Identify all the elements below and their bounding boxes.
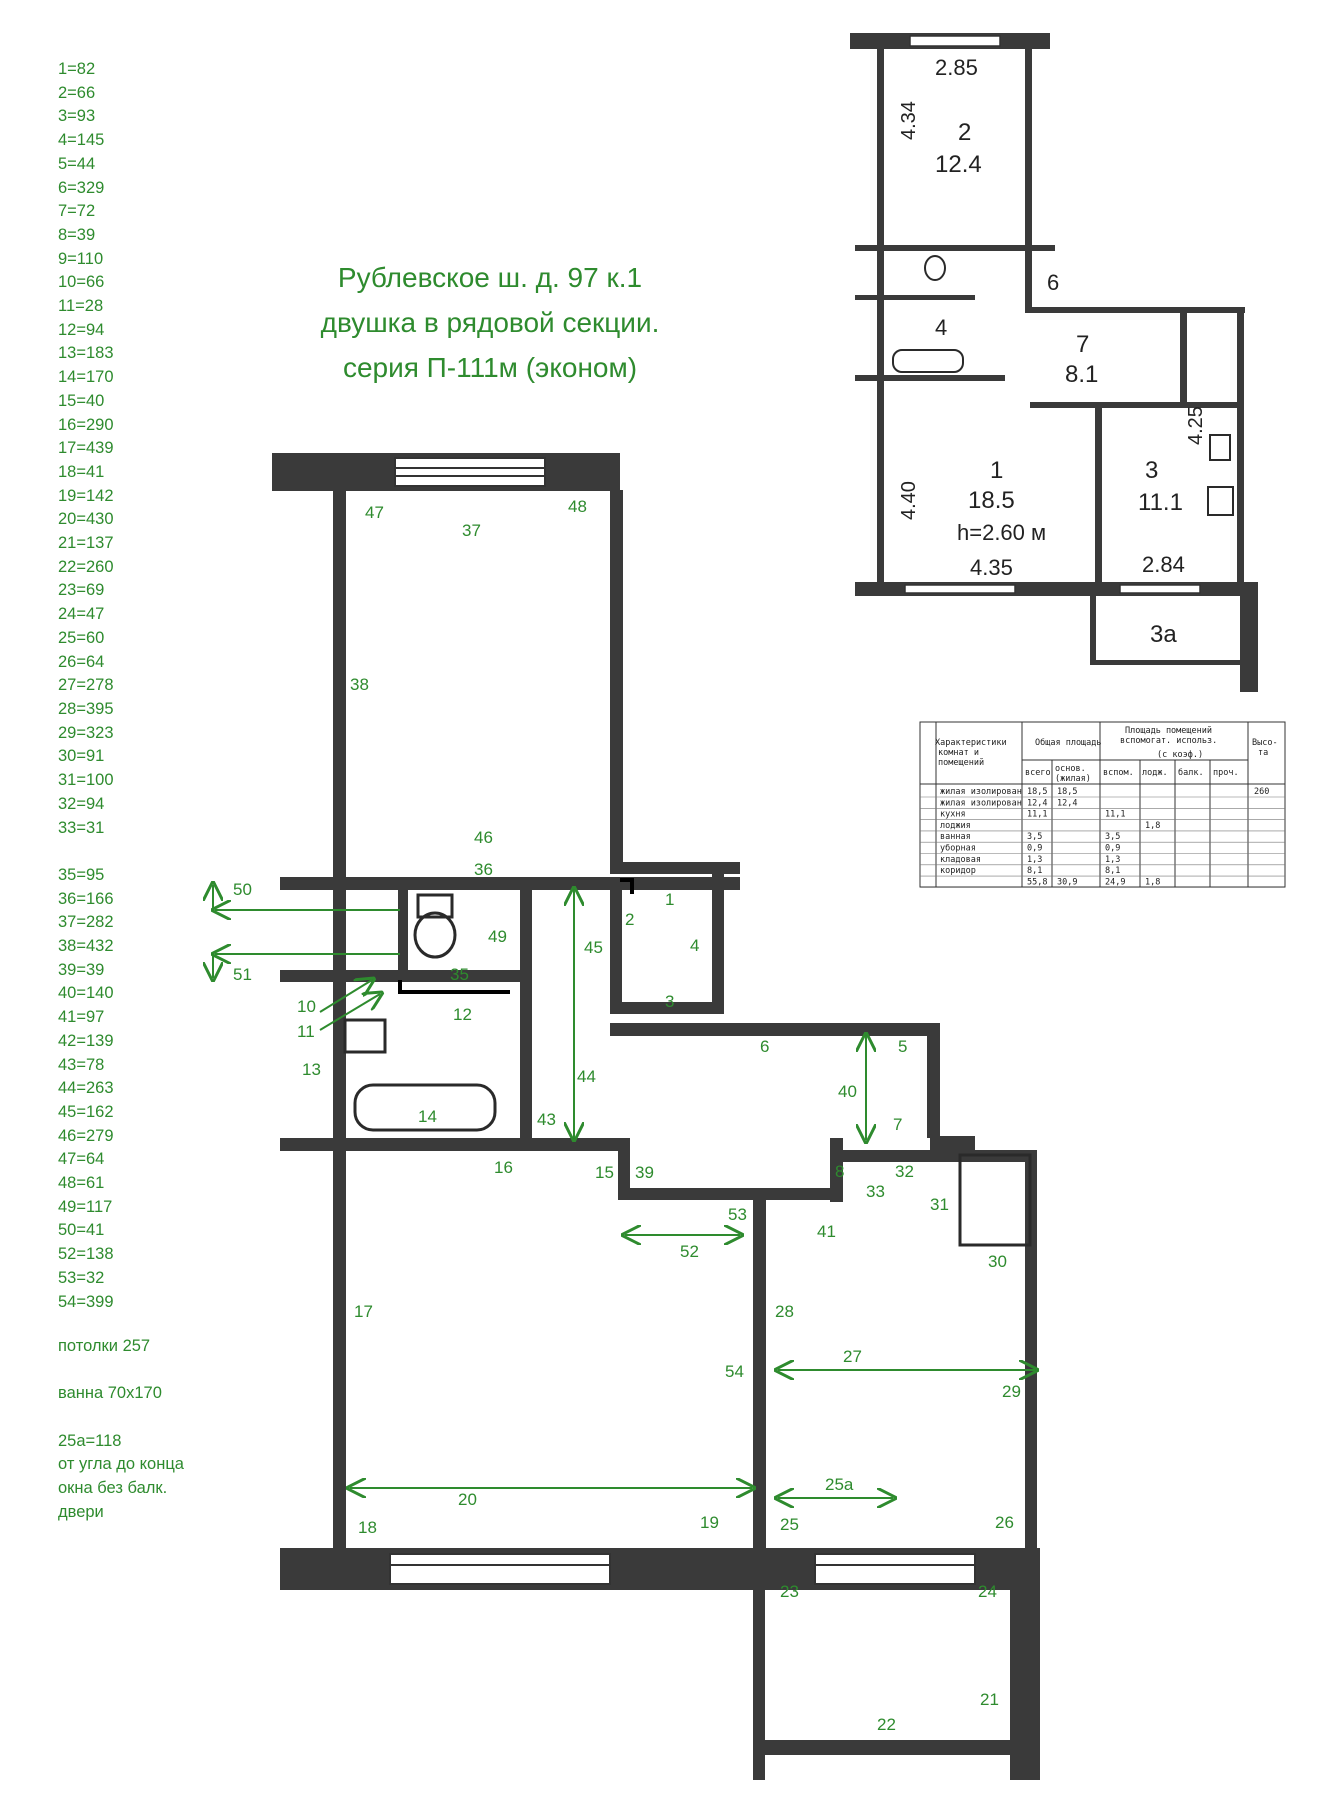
measurement-item: 47=64 bbox=[58, 1150, 105, 1169]
measurement-item: 33=31 bbox=[58, 818, 105, 837]
table-cell-name: коридор bbox=[940, 866, 976, 877]
label-45: 45 bbox=[584, 938, 603, 957]
label-8: 8 bbox=[835, 1162, 845, 1181]
table-cell-name: кладовая bbox=[940, 854, 981, 865]
measurement-item: 13=183 bbox=[58, 344, 114, 363]
measurement-item: 23=69 bbox=[58, 581, 105, 600]
th-height: Высо- bbox=[1252, 738, 1278, 748]
label-13: 13 bbox=[302, 1060, 321, 1079]
ref-room4: 4 bbox=[935, 315, 948, 340]
label-36: 36 bbox=[474, 860, 493, 879]
ref-room3-width: 2.84 bbox=[1142, 552, 1185, 577]
measurement-item: 43=78 bbox=[58, 1055, 105, 1074]
note-25a-value: 25а=118 bbox=[58, 1431, 122, 1450]
table-cell-aux: 24,9 bbox=[1105, 877, 1126, 888]
label-35: 35 bbox=[450, 965, 469, 984]
table-cell-all: 55,8 bbox=[1027, 877, 1048, 888]
ref-room3-number: 3 bbox=[1145, 457, 1159, 484]
measurement-item: 30=91 bbox=[58, 747, 105, 766]
label-25a: 25а bbox=[825, 1475, 854, 1494]
table-cell-all: 1,3 bbox=[1027, 854, 1043, 865]
ceiling-note: потолки 257 bbox=[58, 1337, 151, 1355]
label-18: 18 bbox=[358, 1518, 377, 1537]
label-11: 11 bbox=[297, 1022, 315, 1041]
label-22: 22 bbox=[877, 1715, 896, 1734]
label-16: 16 bbox=[494, 1158, 513, 1177]
table-cell-lodzh: 1,8 bbox=[1145, 820, 1161, 831]
bedroom-right-wall bbox=[610, 490, 623, 865]
measurement-item: 24=47 bbox=[58, 605, 105, 624]
measurement-item: 49=117 bbox=[58, 1197, 113, 1216]
ref-room2-number: 2 bbox=[958, 119, 972, 146]
sink bbox=[345, 1020, 385, 1052]
label-24: 24 bbox=[978, 1582, 997, 1601]
measurement-item: 50=41 bbox=[58, 1221, 105, 1240]
measurement-item: 46=279 bbox=[58, 1126, 114, 1145]
th-aux-area-2: вспомогат. использ. bbox=[1120, 736, 1218, 746]
measurement-item: 48=61 bbox=[58, 1174, 105, 1193]
label-6: 6 bbox=[760, 1037, 770, 1056]
ref-room7-number: 7 bbox=[1076, 331, 1090, 358]
th-total-area: Общая площадь bbox=[1035, 738, 1102, 748]
table-cell-all: 12,4 bbox=[1027, 798, 1048, 809]
room-divider-wall bbox=[753, 1188, 766, 1558]
ref-room2-height: 4.34 bbox=[898, 101, 920, 140]
measurement-item: 21=137 bbox=[58, 534, 114, 553]
kitchen-stove bbox=[960, 1155, 1030, 1245]
measurement-item: 18=41 bbox=[58, 462, 105, 481]
table-cell-aux: 1,3 bbox=[1105, 854, 1121, 865]
table-cell-aux: 11,1 bbox=[1105, 809, 1126, 820]
measurement-item: 35=95 bbox=[58, 865, 105, 884]
label-27: 27 bbox=[843, 1347, 862, 1366]
label-28: 28 bbox=[775, 1302, 794, 1321]
measurement-item: 53=32 bbox=[58, 1268, 105, 1287]
measurement-item: 22=260 bbox=[58, 557, 114, 576]
label-17: 17 bbox=[354, 1302, 373, 1321]
pantry-left-wall bbox=[610, 885, 622, 1005]
label-23: 23 bbox=[780, 1582, 799, 1601]
hall-bottom-left bbox=[528, 1138, 618, 1151]
area-table bbox=[920, 722, 1285, 887]
label-38: 38 bbox=[350, 675, 369, 694]
measurement-item: 28=395 bbox=[58, 699, 114, 718]
measurement-item: 45=162 bbox=[58, 1102, 114, 1121]
title-series: серия П-111м (эконом) bbox=[342, 352, 638, 383]
label-20: 20 bbox=[458, 1490, 477, 1509]
hall-top-wall bbox=[610, 1023, 940, 1036]
title-description: двушка в рядовой секции. bbox=[320, 307, 660, 338]
label-3: 3 bbox=[665, 992, 675, 1011]
label-52: 52 bbox=[680, 1242, 699, 1261]
th-other: проч. bbox=[1213, 768, 1239, 778]
measurement-item: 38=432 bbox=[58, 937, 114, 955]
measurement-item: 3=93 bbox=[58, 107, 96, 126]
ref-room2-area: 12.4 bbox=[935, 151, 982, 178]
label-44: 44 bbox=[577, 1067, 596, 1086]
measurement-item: 1=82 bbox=[58, 60, 96, 78]
table-cell-all: 11,1 bbox=[1027, 809, 1048, 820]
label-5: 5 bbox=[898, 1037, 908, 1056]
label-39: 39 bbox=[635, 1163, 654, 1182]
label-15: 15 bbox=[595, 1163, 614, 1182]
table-cell-name: ванная bbox=[940, 832, 971, 843]
label-21: 21 bbox=[980, 1690, 999, 1709]
bath-note: ванна 70х170 bbox=[58, 1384, 162, 1403]
table-cell-height: 260 bbox=[1254, 787, 1270, 797]
label-46: 46 bbox=[474, 828, 493, 847]
th-coefficient: (с коэф.) bbox=[1157, 750, 1204, 760]
th-characteristics: Характеристики bbox=[935, 738, 1007, 748]
table-cell-main: 30,9 bbox=[1057, 877, 1078, 888]
label-26: 26 bbox=[995, 1513, 1014, 1532]
measurement-item: 54=399 bbox=[58, 1292, 114, 1311]
ref-ceiling-height: h=2.60 м bbox=[957, 520, 1047, 545]
label-43: 43 bbox=[537, 1110, 556, 1129]
table-cell-aux: 3,5 bbox=[1105, 832, 1121, 843]
label-12: 12 bbox=[453, 1005, 472, 1024]
measurement-item: 40=140 bbox=[58, 984, 114, 1003]
living-window bbox=[390, 1554, 610, 1584]
measurement-item: 39=39 bbox=[58, 960, 105, 979]
measurement-item: 9=110 bbox=[58, 249, 104, 268]
measurement-item: 26=64 bbox=[58, 652, 105, 671]
measurement-item: 25=60 bbox=[58, 628, 105, 647]
bedroom-bottom-wall bbox=[280, 877, 740, 890]
table-cell-main: 18,5 bbox=[1057, 787, 1078, 797]
th-all: всего bbox=[1025, 768, 1051, 778]
measurement-item: 27=278 bbox=[58, 676, 114, 695]
label-33: 33 bbox=[866, 1182, 885, 1201]
toilet bbox=[415, 913, 455, 957]
table-cell-lodzh: 1,8 bbox=[1145, 877, 1161, 888]
label-51: 51 bbox=[233, 965, 252, 984]
table-cell-name: кухня bbox=[940, 809, 966, 820]
label-7: 7 bbox=[893, 1115, 903, 1134]
wc-left-wall bbox=[398, 885, 408, 980]
hall-right-wall bbox=[927, 1023, 940, 1138]
th-height-2: та bbox=[1258, 748, 1269, 758]
table-cell-all: 18,5 bbox=[1027, 787, 1048, 797]
table-cell-name: жилая изолирован bbox=[940, 787, 1022, 797]
ref-room1-area: 18.5 bbox=[968, 487, 1015, 514]
pantry-right-wall bbox=[712, 862, 724, 1014]
th-characteristics-2: комнат и bbox=[938, 748, 979, 758]
label-14: 14 bbox=[418, 1107, 437, 1126]
table-cell-name: лоджия bbox=[940, 820, 971, 831]
label-4: 4 bbox=[690, 936, 700, 955]
th-aux: вспом. bbox=[1103, 768, 1134, 778]
label-50: 50 bbox=[233, 880, 252, 899]
measurement-item: 10=66 bbox=[58, 273, 105, 292]
measurement-item: 14=170 bbox=[58, 368, 114, 387]
table-cell-all: 8,1 bbox=[1027, 866, 1043, 877]
label-30: 30 bbox=[988, 1252, 1007, 1271]
measurement-item: 15=40 bbox=[58, 391, 105, 410]
label-40: 40 bbox=[838, 1082, 857, 1101]
measurement-item: 52=138 bbox=[58, 1245, 114, 1264]
th-balcony: балк. bbox=[1178, 768, 1204, 778]
th-characteristics-3: помещений bbox=[938, 758, 985, 768]
measurement-item: 5=44 bbox=[58, 154, 96, 173]
label-53: 53 bbox=[728, 1205, 747, 1224]
th-aux-area: Площадь помещений bbox=[1125, 726, 1212, 736]
measurement-item: 41=97 bbox=[58, 1008, 105, 1027]
measurement-item: 42=139 bbox=[58, 1031, 114, 1050]
label-49: 49 bbox=[488, 927, 507, 946]
label-10: 10 bbox=[297, 997, 316, 1016]
main-floor-plan bbox=[272, 453, 1043, 1780]
measurement-item: 4=145 bbox=[58, 131, 105, 150]
table-cell-aux: 0,9 bbox=[1105, 843, 1121, 854]
table-cell-name: жилая изолирован bbox=[940, 798, 1022, 809]
measurement-item: 31=100 bbox=[58, 771, 114, 790]
measurement-item: 16=290 bbox=[58, 415, 114, 434]
bath-right-wall bbox=[520, 885, 532, 1150]
measurement-item: 29=323 bbox=[58, 723, 114, 742]
measurement-item: 37=282 bbox=[58, 913, 114, 932]
label-25: 25 bbox=[780, 1515, 799, 1534]
ref-room3-height: 4.25 bbox=[1185, 406, 1207, 445]
kitchen-window bbox=[815, 1554, 975, 1584]
table-cell-main: 12,4 bbox=[1057, 798, 1078, 809]
measurement-item: 2=66 bbox=[58, 83, 96, 102]
ref-loggia-label: 3а bbox=[1150, 621, 1177, 648]
note-25a-line2: от угла до конца bbox=[58, 1455, 184, 1474]
label-48: 48 bbox=[568, 497, 587, 516]
bedroom-window bbox=[395, 458, 545, 486]
ref-room1-number: 1 bbox=[990, 457, 1004, 484]
title-address: Рублевское ш. д. 97 к.1 bbox=[337, 262, 643, 293]
table-cell-aux: 8,1 bbox=[1105, 866, 1121, 877]
label-2: 2 bbox=[625, 910, 635, 929]
th-main: основ. bbox=[1055, 764, 1086, 774]
label-29: 29 bbox=[1002, 1382, 1021, 1401]
measurement-item: 11=28 bbox=[58, 297, 104, 316]
ref-room3-area: 11.1 bbox=[1138, 489, 1183, 516]
ref-room1-width: 4.35 bbox=[970, 555, 1013, 580]
note-25a-line3: окна без балк. bbox=[58, 1479, 168, 1498]
measurement-item: 8=39 bbox=[58, 225, 96, 244]
label-1: 1 bbox=[665, 890, 675, 909]
table-cell-name: уборная bbox=[940, 843, 976, 854]
measurement-item: 19=142 bbox=[58, 486, 114, 505]
ref-room2-width: 2.85 bbox=[935, 55, 978, 80]
note-25a-line4: двери bbox=[58, 1502, 104, 1521]
loggia-walls bbox=[753, 1590, 1040, 1780]
label-54: 54 bbox=[725, 1362, 744, 1381]
table-cell-all: 0,9 bbox=[1027, 843, 1043, 854]
label-37: 37 bbox=[462, 521, 481, 540]
label-41: 41 bbox=[817, 1222, 836, 1241]
reference-floor-plan bbox=[850, 33, 1258, 692]
th-main-2: (жилая) bbox=[1055, 774, 1091, 784]
ref-room6: 6 bbox=[1047, 270, 1060, 295]
measurement-item: 7=72 bbox=[58, 202, 96, 221]
measurement-item: 20=430 bbox=[58, 510, 114, 529]
th-loggia: лодж. bbox=[1142, 768, 1168, 778]
measurement-item: 12=94 bbox=[58, 320, 105, 339]
label-19: 19 bbox=[700, 1513, 719, 1532]
ref-room1-height: 4.40 bbox=[898, 481, 920, 520]
measurement-item: 32=94 bbox=[58, 794, 105, 813]
measurement-item: 44=263 bbox=[58, 1079, 114, 1098]
table-cell-all: 3,5 bbox=[1027, 832, 1043, 843]
label-32: 32 bbox=[895, 1162, 914, 1181]
label-31: 31 bbox=[930, 1195, 949, 1214]
measurement-item: 6=329 bbox=[58, 178, 105, 197]
measurement-item: 17=439 bbox=[58, 439, 114, 458]
measurement-item: 36=166 bbox=[58, 889, 114, 908]
label-47: 47 bbox=[365, 503, 384, 522]
ref-room7-area: 8.1 bbox=[1065, 361, 1099, 388]
